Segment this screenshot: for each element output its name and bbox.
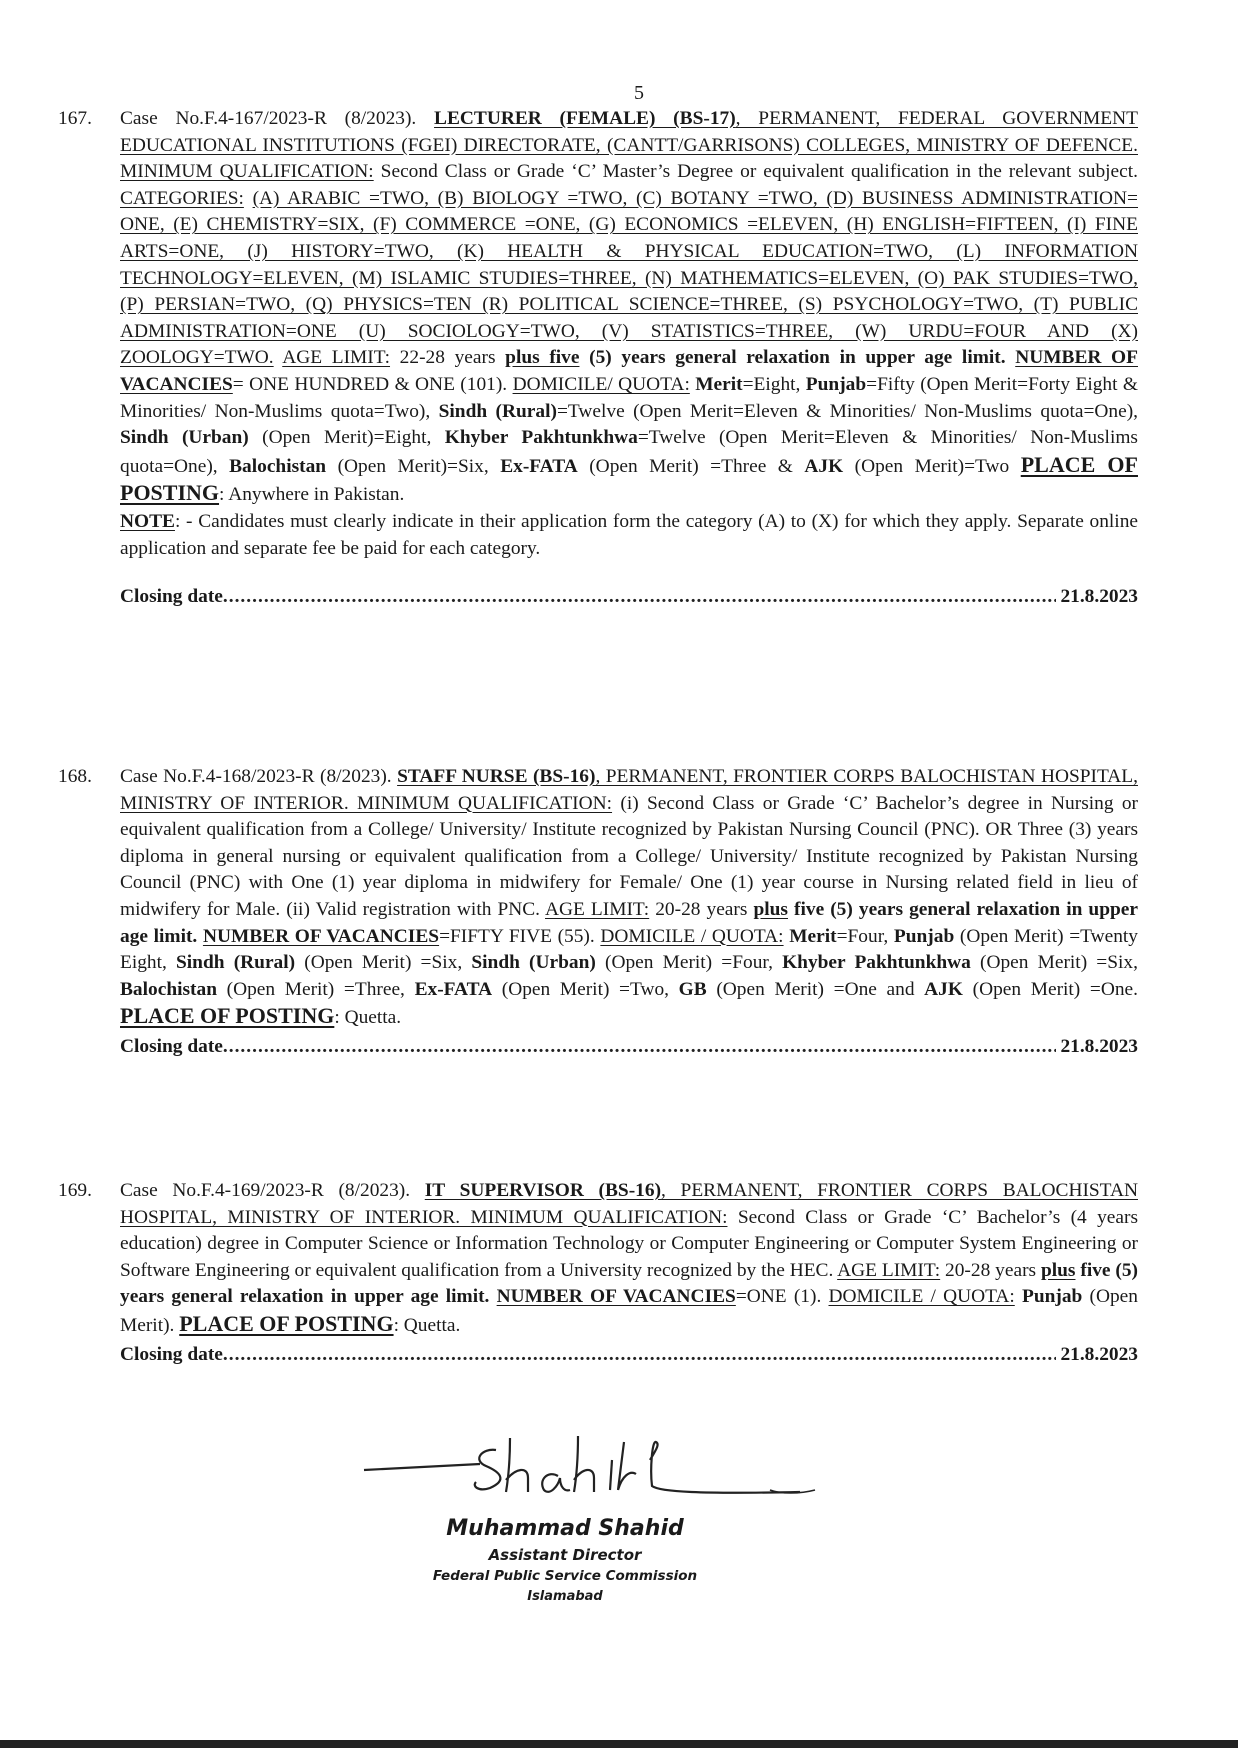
text-segment: (5) years general relaxation in upper age limit.	[579, 347, 1016, 369]
closing-date-label: Closing date	[120, 586, 223, 608]
text-segment: (Open Merit)=Two	[843, 455, 1021, 477]
text-segment: five (5) years general relaxation in upper age limit.	[120, 898, 1138, 947]
closing-date-line	[120, 1342, 1138, 1369]
text-segment: : Quetta.	[334, 1007, 402, 1029]
text-segment: =Fifty (Open Merit=Forty Eight & Minorities/ Non-Muslims quota=Two),	[120, 373, 1138, 422]
handwritten-signature	[360, 1420, 820, 1510]
text-segment: Case No.F.4-167/2023-R (8/2023).	[120, 108, 435, 129]
text-segment	[274, 347, 283, 368]
text-segment: AGE LIMIT:	[282, 347, 391, 369]
case-167	[58, 106, 1138, 611]
text-segment: PLACE OF POSTING	[120, 451, 1138, 506]
text-segment: IT SUPERVISOR (BS-16)	[424, 1180, 662, 1201]
text-segment: DOMICILE/ QUOTA:	[512, 373, 690, 395]
closing-date-label: Closing date	[120, 1035, 223, 1057]
text-segment: Sindh (Rural)	[438, 400, 557, 422]
text-segment: (Open Merit).	[120, 1286, 1138, 1336]
text-segment: Merit	[695, 373, 743, 395]
text-segment	[1015, 1286, 1022, 1307]
text-segment: , PERMANENT, FEDERAL GOVERNMENT EDUCATIONAL INSTITUTIONS (FGEI) DIRECTORATE, (CANTT/GARRISONS) COLLEGES, MINISTRY OF DEFENCE. MINIMUM QUALIFICATION:	[120, 108, 1138, 183]
text-segment: : Anywhere in Pakistan.	[219, 484, 405, 506]
text-segment: plus	[1040, 1259, 1076, 1281]
text-segment: five (5) years general relaxation in upper age limit.	[120, 1259, 1139, 1308]
text-segment: Punjab	[1021, 1286, 1083, 1308]
text-segment: Ex-FATA	[500, 455, 578, 477]
text-segment: (Open Merit) =One.	[962, 978, 1138, 1000]
text-segment: AJK	[924, 978, 963, 1000]
leader-dots	[223, 584, 1057, 611]
text-segment: Khyber Pakhtunkhwa	[444, 427, 638, 449]
text-segment: = ONE HUNDRED & ONE (101).	[232, 373, 513, 395]
case-body	[120, 764, 1138, 1032]
leader-dots	[223, 1034, 1057, 1061]
text-segment: AGE LIMIT:	[837, 1259, 941, 1281]
text-segment: plus	[753, 898, 788, 920]
text-segment: (Open Merit) =Six,	[970, 952, 1138, 974]
text-segment: Second Class or Grade ‘C’ Master’s Degree or equivalent qualification in the relevant subject.	[373, 161, 1138, 183]
text-segment: GB	[678, 978, 707, 1000]
text-segment: NOTE	[120, 510, 175, 532]
text-segment: , PERMANENT, FRONTIER CORPS BALOCHISTAN HOSPITAL, MINISTRY OF INTERIOR. MINIMUM QUALIFICATION:	[120, 1180, 1138, 1228]
text-segment: PLACE OF POSTING	[120, 1003, 335, 1029]
closing-date-value: 21.8.2023	[1060, 586, 1138, 608]
text-segment: (Open Merit) =Three &	[577, 455, 805, 477]
text-segment: : Quetta.	[393, 1314, 461, 1336]
text-segment: =ONE (1).	[735, 1286, 829, 1308]
text-segment: Merit	[789, 925, 837, 947]
text-segment: Sindh (Urban)	[120, 427, 249, 449]
text-segment: 22-28 years	[390, 347, 506, 369]
text-segment: DOMICILE / QUOTA:	[828, 1286, 1015, 1308]
text-segment: =Twelve (Open Merit=Eleven & Minorities/ Non-Muslims quota=One),	[120, 427, 1138, 477]
case-168	[58, 764, 1138, 1061]
text-segment: , PERMANENT, FRONTIER CORPS BALOCHISTAN HOSPITAL, MINISTRY OF INTERIOR. MINIMUM QUALIFICATION:	[120, 766, 1138, 814]
text-segment: DOMICILE / QUOTA:	[600, 925, 784, 947]
text-segment: Balochistan	[229, 455, 327, 477]
closing-date-line	[120, 584, 1138, 611]
signatory-city: Islamabad	[527, 1589, 603, 1604]
case-body	[120, 1178, 1138, 1340]
case-number: 168.	[58, 766, 92, 787]
signatory-organization: Federal Public Service Commission	[432, 1568, 698, 1584]
text-segment: PLACE OF POSTING	[179, 1310, 394, 1336]
case-note	[120, 509, 1138, 562]
signatory-title: Assistant Director	[488, 1546, 642, 1564]
signatory-name: Muhammad Shahid	[446, 1516, 684, 1541]
closing-date-value: 21.8.2023	[1060, 1035, 1138, 1057]
text-segment: (Open Merit) =Two,	[492, 978, 679, 1000]
text-segment: Balochistan	[120, 978, 217, 1000]
text-segment: Case No.F.4-168/2023-R (8/2023).	[120, 766, 398, 787]
text-segment: Punjab	[893, 925, 955, 947]
text-segment: (i) Second Class or Grade ‘C’ Bachelor’s degree in Nursing or equivalent qualification from a College/ University/ Institute recognized by Pakistan Nursing Council (PNC). OR Three (3) years diploma in general nursing or equivalent qualification from a College/ University/ Institute recognized by Pakistan Nursing Council (PNC) with One (1) year diploma in midwifery for Female/ One (1) year course in Nursing related field in lieu of midwifery for Male. (ii) Valid registration with PNC.	[120, 792, 1138, 920]
text-segment: 20-28 years	[649, 898, 754, 920]
leader-dots	[223, 1342, 1057, 1369]
text-segment: (Open Merit) =Six,	[295, 952, 472, 974]
text-segment: LECTURER (FEMALE) (BS-17)	[434, 108, 736, 129]
case-169	[58, 1178, 1138, 1368]
text-segment: 20-28 years	[940, 1259, 1041, 1281]
closing-date-value: 21.8.2023	[1060, 1343, 1138, 1365]
text-segment: (Open Merit)=Six,	[326, 455, 501, 477]
text-segment	[244, 188, 253, 209]
text-segment: STAFF NURSE (BS-16)	[397, 766, 596, 787]
text-segment: (Open Merit)=Eight,	[248, 427, 445, 449]
text-segment: plus five	[505, 347, 580, 369]
text-segment: AGE LIMIT:	[545, 898, 650, 920]
text-segment: CATEGORIES:	[120, 187, 244, 209]
closing-date-label: Closing date	[120, 1343, 223, 1365]
scan-edge-bar	[0, 1740, 1238, 1748]
text-segment: Case No.F.4-169/2023-R (8/2023).	[120, 1180, 425, 1201]
text-segment: (Open Merit) =One and	[706, 978, 925, 1000]
text-segment: NUMBER OF VACANCIES	[496, 1286, 736, 1308]
case-number: 169.	[58, 1180, 92, 1201]
closing-date-line	[120, 1034, 1138, 1061]
text-segment: Sindh (Rural)	[176, 952, 296, 974]
text-segment: NUMBER OF VACANCIES	[202, 925, 440, 947]
text-segment: Ex-FATA	[414, 978, 493, 1000]
text-segment: (Open Merit) =Four,	[595, 952, 783, 974]
text-segment: Khyber Pakhtunkhwa	[782, 952, 971, 974]
text-segment: : - Candidates must clearly indicate in their application form the category (A) to (X) for which they apply. Separate online application and separate fee be paid for each category.	[120, 510, 1138, 559]
page-number: 5	[634, 82, 644, 104]
case-body	[120, 106, 1138, 509]
text-segment: (Open Merit) =Twenty Eight,	[120, 925, 1139, 974]
text-segment: =FIFTY FIVE (55).	[439, 925, 601, 947]
text-segment: (Open Merit) =Three,	[216, 978, 415, 1000]
text-segment: =Twelve (Open Merit=Eleven & Minorities/ Non-Muslims quota=One),	[556, 400, 1139, 422]
text-segment: Second Class or Grade ‘C’ Bachelor’s (4 years education) degree in Computer Science or Information Technology or Computer Engineering or Computer System Engineering or Software Engineering or equivalent qualification from a University recognized by the HEC.	[120, 1206, 1138, 1281]
text-segment: =Eight,	[742, 373, 806, 395]
text-segment: Punjab	[805, 373, 867, 395]
signature-block	[360, 1420, 820, 1604]
text-segment: (A) ARABIC =TWO, (B) BIOLOGY =TWO, (C) BOTANY =TWO, (D) BUSINESS ADMINISTRATION= ONE, (E) CHEMISTRY=SIX, (F) COMMERCE =ONE, (G) ECONOMICS =ELEVEN, (H) ENGLISH=FIFTEEN, (I) FINE ARTS=ONE, (J) HISTORY=TWO, (K) HEALTH & PHYSICAL EDUCATION=TWO, (L) INFORMATION TECHNOLOGY=ELEVEN, (M) ISLAMIC STUDIES=THREE, (N) MATHEMATICS=ELEVEN, (O) PAK STUDIES=TWO, (P) PERSIAN=TWO, (Q) PHYSICS=TEN (R) POLITICAL SCIENCE=THREE, (S) PSYCHOLOGY=TWO, (T) PUBLIC ADMINISTRATION=ONE (U) SOCIOLOGY=TWO, (V) STATISTICS=THREE, (W) URDU=FOUR AND (X) ZOOLOGY=TWO.	[120, 187, 1138, 369]
case-number: 167.	[58, 108, 92, 129]
text-segment: NUMBER OF VACANCIES	[120, 347, 1138, 395]
text-segment: Sindh (Urban)	[471, 952, 596, 974]
text-segment: =Four,	[836, 925, 894, 947]
text-segment: AJK	[804, 455, 844, 477]
